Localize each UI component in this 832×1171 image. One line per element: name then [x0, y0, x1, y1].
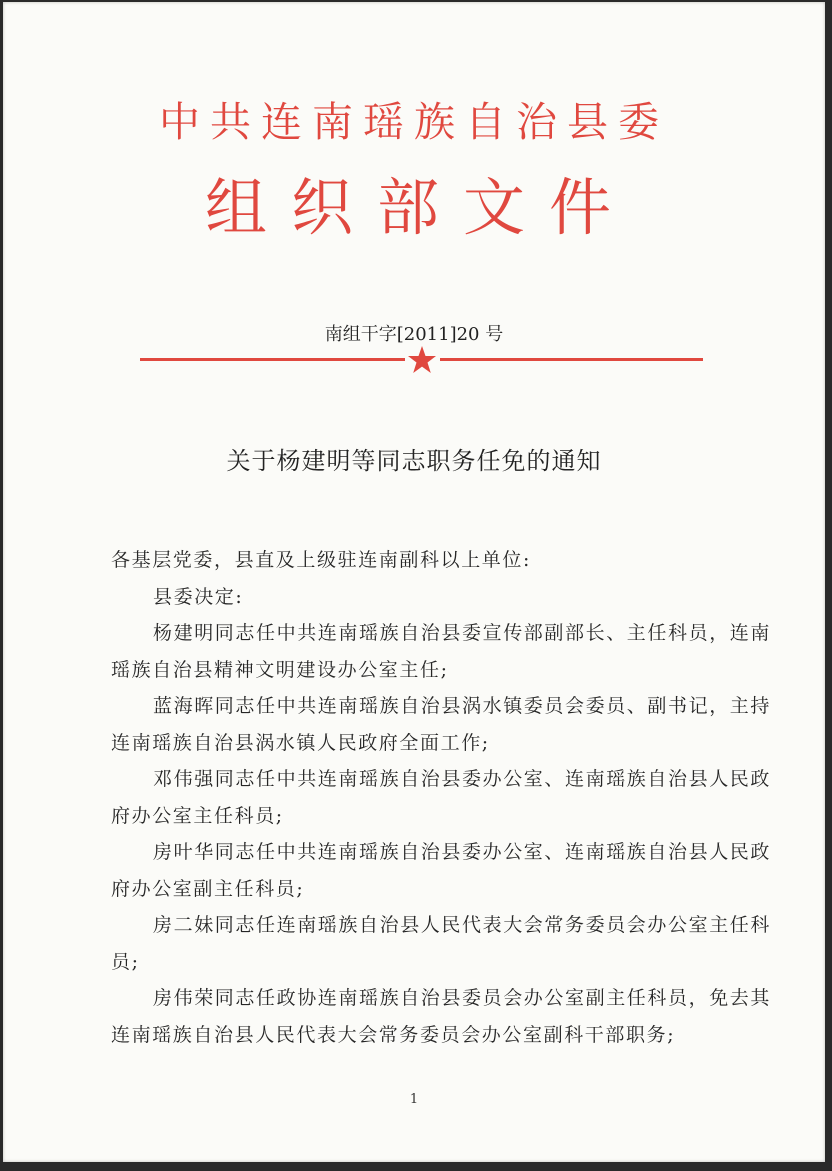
paragraph-appointment: 蓝海晖同志任中共连南瑶族自治县涡水镇委员会委员、副书记，主持连南瑶族自治县涡水镇人民政府全面工作; — [111, 695, 772, 754]
salutation: 各基层党委，县直及上级驻连南副科以上单位: — [111, 549, 532, 571]
star-icon — [407, 345, 437, 375]
issuing-organization-title: 中共连南瑶族自治县委 — [159, 98, 669, 146]
document-page — [3, 2, 825, 1162]
paragraph-appointment: 杨建明同志任中共连南瑶族自治县委宣传部副部长、主任科员，连南瑶族自治县精神文明建设办公室主任; — [111, 622, 772, 681]
notice-title: 关于杨建明等同志职务任免的通知 — [226, 447, 602, 475]
red-divider-right — [440, 358, 703, 361]
paragraph-appointment: 房二妹同志任连南瑶族自治县人民代表大会常务委员会办公室主任科员; — [111, 914, 772, 973]
notice-body — [111, 542, 771, 1053]
page-number: 1 — [409, 1092, 419, 1107]
document-type-heading: 组织部文件 — [204, 171, 635, 244]
paragraph-decision: 县委决定: — [153, 585, 244, 608]
red-divider-left — [140, 358, 405, 361]
document-number: 南组干字[2011]20 号 — [324, 324, 504, 345]
paragraph-appointment: 房叶华同志任中共连南瑶族自治县委办公室、连南瑶族自治县人民政府办公室副主任科员; — [111, 841, 772, 900]
paragraph-appointment: 邓伟强同志任中共连南瑶族自治县委办公室、连南瑶族自治县人民政府办公室主任科员; — [111, 768, 772, 827]
paragraph-appointment: 房伟荣同志任政协连南瑶族自治县委员会办公室副主任科员，免去其连南瑶族自治县人民代表大会常务委员会办公室副科干部职务; — [111, 987, 772, 1046]
